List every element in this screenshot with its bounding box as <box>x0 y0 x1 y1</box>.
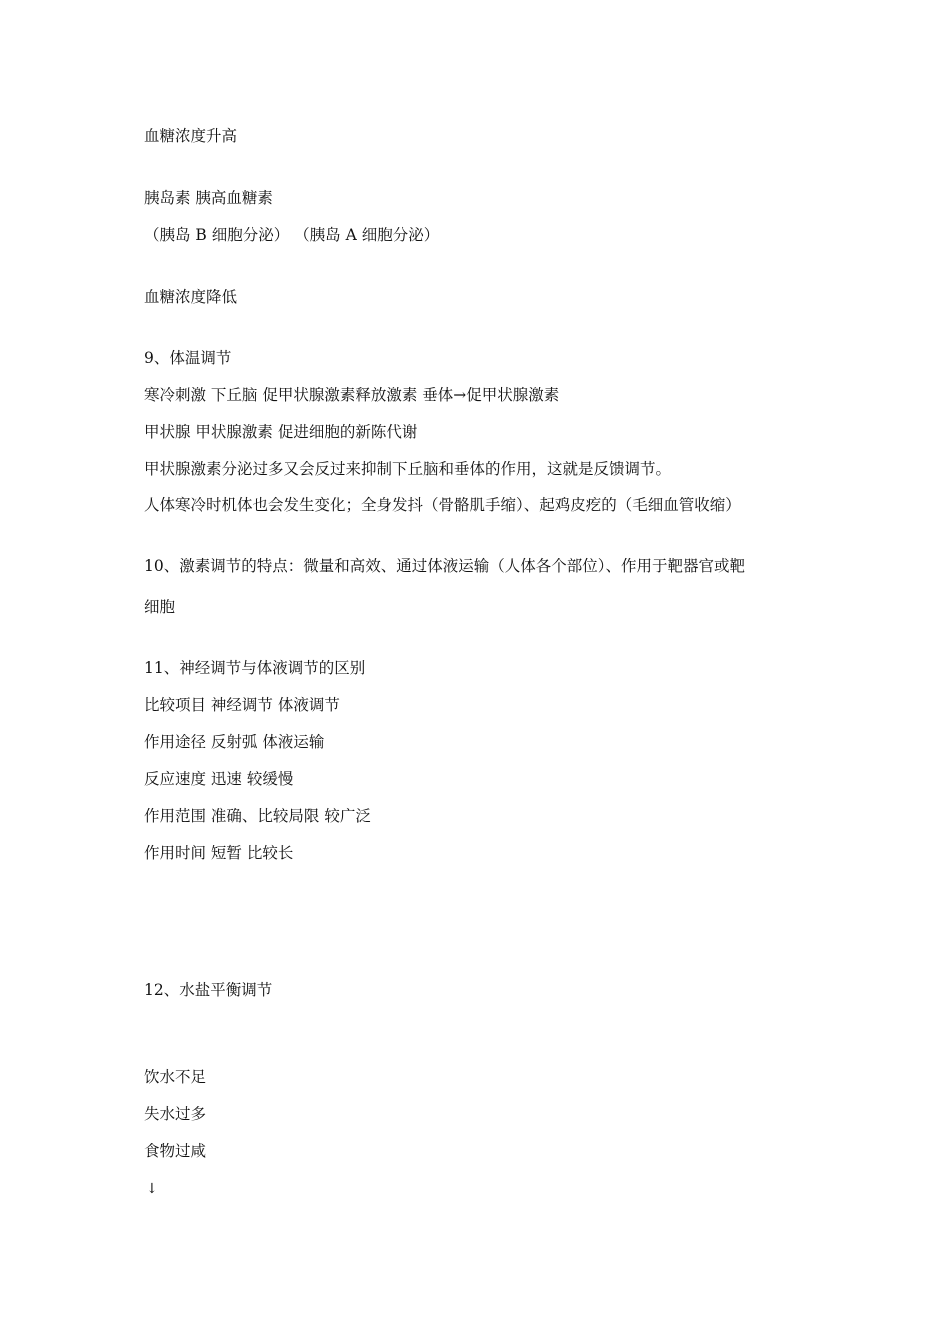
blood-sugar-fall: 血糖浓度降低 <box>144 288 238 306</box>
section11-heading: 11、神经调节与体液调节的区别 <box>144 659 366 677</box>
comparison-row: 作用途径 反射弧 体液运输 <box>144 733 325 751</box>
cause-item: 失水过多 <box>144 1105 207 1123</box>
section9-line: 人体寒冷时机体也会发生变化；全身发抖（骨骼肌手缩）、起鸡皮疙的（毛细血管收缩） <box>144 496 741 514</box>
blood-sugar-hormones: 胰岛素 胰高血糖素 <box>144 189 273 207</box>
comparison-row: 反应速度 迅速 较缓慢 <box>144 770 294 788</box>
section9-line: 寒冷刺激 下丘脑 促甲状腺激素释放激素 垂体→促甲状腺激素 <box>144 386 560 404</box>
down-arrow-icon: ↓ <box>146 1181 158 1197</box>
comparison-row: 比较项目 神经调节 体液调节 <box>144 696 340 714</box>
cause-item: 饮水不足 <box>144 1068 207 1086</box>
comparison-row: 作用范围 准确、比较局限 较广泛 <box>144 807 371 825</box>
blood-sugar-sources: （胰岛 B 细胞分泌） （胰岛 A 细胞分泌） <box>144 226 440 244</box>
section10-line: 10、激素调节的特点：微量和高效、通过体液运输（人体各个部位）、作用于靶器官或靶 <box>144 557 745 575</box>
section9-line: 甲状腺 甲状腺激素 促进细胞的新陈代谢 <box>144 423 418 441</box>
section10-line-continued: 细胞 <box>144 598 176 616</box>
blood-sugar-rise: 血糖浓度升高 <box>144 127 238 145</box>
comparison-row: 作用时间 短暂 比较长 <box>144 844 294 862</box>
section9-heading: 9、体温调节 <box>144 349 232 367</box>
cause-item: 食物过咸 <box>144 1142 207 1160</box>
section12-heading: 12、水盐平衡调节 <box>144 981 273 999</box>
section9-line: 甲状腺激素分泌过多又会反过来抑制下丘脑和垂体的作用，这就是反馈调节。 <box>144 460 672 478</box>
